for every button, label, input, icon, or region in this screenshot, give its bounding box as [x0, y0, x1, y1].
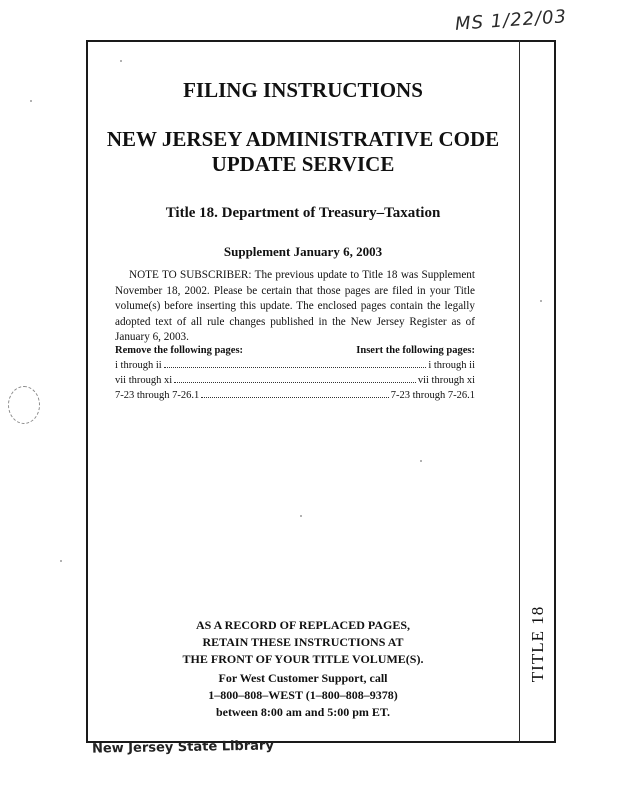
dot-leader — [201, 397, 388, 398]
handwritten-initials-date: MS 1/22/03 — [454, 6, 568, 35]
table-header — [115, 345, 475, 356]
library-stamp: New Jersey State Library — [91, 738, 274, 757]
dot-leader — [164, 367, 427, 368]
table-row — [115, 388, 475, 403]
title-section: Title 18. Department of Treasury–Taxation — [165, 205, 441, 221]
remove-pages: vii through xi — [115, 375, 173, 386]
document-title: FILING INSTRUCTIONS — [183, 78, 423, 102]
insert-pages: 7-23 through 7-26.1 — [390, 390, 475, 401]
document-subtitle — [86, 127, 520, 177]
note-text: NOTE TO SUBSCRIBER: The previous update to Title 18 was Supplement November 18, 2002. Please be certain that those pages are filed in your Title volume(s) before inserting this update. The enclosed pages contain the legally adopted text of all rule changes published in the New Jersey Register as of January 6, 2003. — [115, 269, 475, 343]
table-row — [115, 373, 475, 388]
support-line-3: between 8:00 am and 5:00 pm ET. — [215, 705, 391, 719]
record-line-1: AS A RECORD OF REPLACED PAGES, — [195, 618, 411, 632]
punch-hole-mark — [8, 386, 40, 424]
scan-speck — [120, 60, 122, 62]
side-tab-label: TITLE 18 — [528, 605, 548, 683]
support-line-2: 1–800–808–WEST (1–800–808–9378) — [208, 688, 398, 702]
scan-speck — [420, 460, 422, 462]
page-replacement-table — [115, 345, 475, 403]
scan-speck — [30, 100, 32, 102]
support-line-1: For West Customer Support, call — [218, 671, 388, 685]
scan-speck — [540, 300, 542, 302]
insert-header: Insert the following pages: — [356, 345, 475, 356]
customer-support — [86, 670, 520, 721]
record-line-2: RETAIN THESE INSTRUCTIONS AT — [202, 635, 404, 649]
title-side-tab — [516, 604, 560, 684]
remove-header: Remove the following pages: — [115, 345, 244, 356]
note-to-subscriber — [115, 268, 475, 346]
scan-speck — [300, 515, 302, 517]
dot-leader — [174, 382, 416, 383]
insert-pages: vii through xi — [417, 375, 475, 386]
subtitle-line-2: UPDATE SERVICE — [211, 152, 395, 176]
insert-pages: i through ii — [428, 360, 475, 371]
subtitle-line-1: NEW JERSEY ADMINISTRATIVE CODE — [106, 127, 500, 151]
record-instructions — [86, 617, 520, 668]
supplement-date: Supplement January 6, 2003 — [223, 244, 383, 259]
scan-speck — [60, 560, 62, 562]
remove-pages: i through ii — [115, 360, 162, 371]
record-line-3: THE FRONT OF YOUR TITLE VOLUME(S). — [182, 652, 424, 666]
remove-pages: 7-23 through 7-26.1 — [115, 390, 200, 401]
table-row — [115, 358, 475, 373]
